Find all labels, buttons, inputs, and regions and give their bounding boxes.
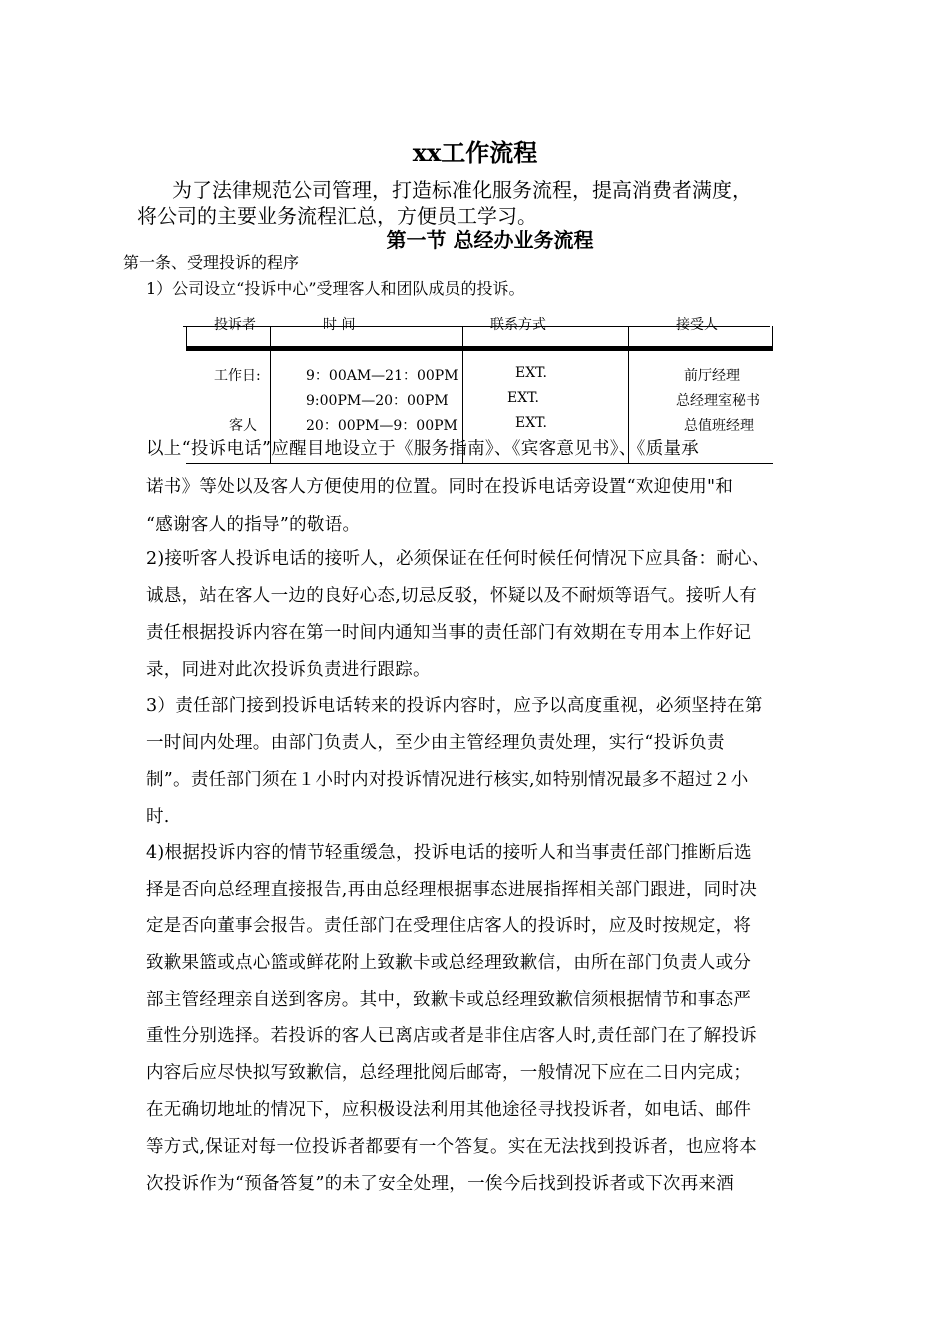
body-line: 责任根据投诉内容在第一时间内通知当事的责任部门有效期在专用本上作好记 [146,623,752,643]
table-cell-receiver-0: 前厅经理 [684,368,740,384]
item-1-text: 1）公司设立“投诉中心”受理客人和团队成员的投诉。 [146,279,525,298]
table-cell-receiver-1: 总经理室秘书 [676,393,760,409]
body-line: 2)接听客人投诉电话的接听人，必须保证在任何时候任何情况下应具备：耐心、 [146,549,770,569]
table-cell-contact-1: EXT. [507,390,539,406]
body-line: 部主管经理亲自送到客房。其中，致歉卡或总经理致歉信须根据情节和事态严 [146,990,752,1010]
body-line: 以上“投诉电话”应醒目地设立于《服务指南》、《宾客意见书》、《质量承 [146,439,700,459]
body-line: 致歉果篮或点心篮或鲜花附上致歉卡或总经理致歉信，由所在部门负责人或分 [146,953,752,973]
table-cell-contact-0: EXT. [515,365,547,381]
table-header-contact: 联系方式 [490,317,546,333]
body-line: 内容后应尽快拟写致歉信，总经理批阅后邮寄，一般情况下应在二日内完成； [146,1063,752,1083]
body-line: 4)根据投诉内容的情节轻重缓急，投诉电话的接听人和当事责任部门推断后选 [146,843,752,863]
table-header-complainant: 投诉者 [214,317,256,333]
table-thick-rule [186,346,773,351]
table-left-edge [186,326,187,348]
table-right-edge [772,326,773,348]
document-title: xx工作流程 [412,138,538,167]
body-line: 次投诉作为“预备答复”的未了安全处理，一俟今后找到投诉者或下次再来酒 [146,1174,735,1194]
body-line: 时. [146,807,170,827]
table-bottom-rule [186,463,773,464]
table-cell-time-0: 9：00AM—21：00PM [306,368,459,384]
intro-line-2: 将公司的主要业务流程汇总，方便员工学习。 [137,204,537,228]
body-line: 等方式,保证对每一位投诉者都要有一个答复。实在无法找到投诉者，也应将本 [146,1137,758,1157]
table-header-time: 时 间 [323,317,356,333]
body-line: 制”。责任部门须在１小时内对投诉情况进行核实,如特别情况最多不超过２小 [146,770,749,790]
body-line: 重性分别选择。若投诉的客人已离店或者是非住店客人时,责任部门在了解投诉 [146,1026,758,1046]
body-line: 录，同进对此次投诉负责进行跟踪。 [146,660,431,680]
body-line: 一时间内处理。由部门负责人，至少由主管经理负责处理，实行“投诉负责 [146,733,725,753]
body-line: 诚恳，站在客人一边的良好心态,切忌反驳，怀疑以及不耐烦等语气。接听人有 [146,586,758,606]
table-cell-time-1: 9:00PM—20：00PM [306,393,449,409]
body-line: 在无确切地址的情况下，应积极设法利用其他途径寻找投诉者，如电话、邮件 [146,1100,752,1120]
body-line: 择是否向总经理直接报告,再由总经理根据事态进展指挥相关部门跟进，同时决 [146,880,758,900]
table-cell-contact-2: EXT. [515,415,547,431]
section-heading: 第一节 总经办业务流程 [386,228,594,252]
intro-line-1: 为了法律规范公司管理，打造标准化服务流程，提高消费者满度， [172,178,752,202]
article-heading: 第一条、受理投诉的程序 [123,253,300,272]
table-cell-who-2: 客人 [229,418,257,434]
table-cell-who-0: 工作日: [214,368,261,384]
table-cell-time-2: 20：00PM—9：00PM [306,418,458,434]
table-cell-receiver-2: 总值班经理 [684,418,754,434]
table-header-receiver: 接受人 [676,317,718,333]
body-line: 定是否向董事会报告。责任部门在受理住店客人的投诉时，应及时按规定，将 [146,916,752,936]
body-line: 3）责任部门接到投诉电话转来的投诉内容时，应予以高度重视，必须坚持在第 [146,696,763,716]
body-line: “感谢客人的指导”的敬语。 [146,515,361,535]
body-line: 诺书》等处以及客人方便使用的位置。同时在投诉电话旁设置“欢迎使用"和 [146,477,734,497]
